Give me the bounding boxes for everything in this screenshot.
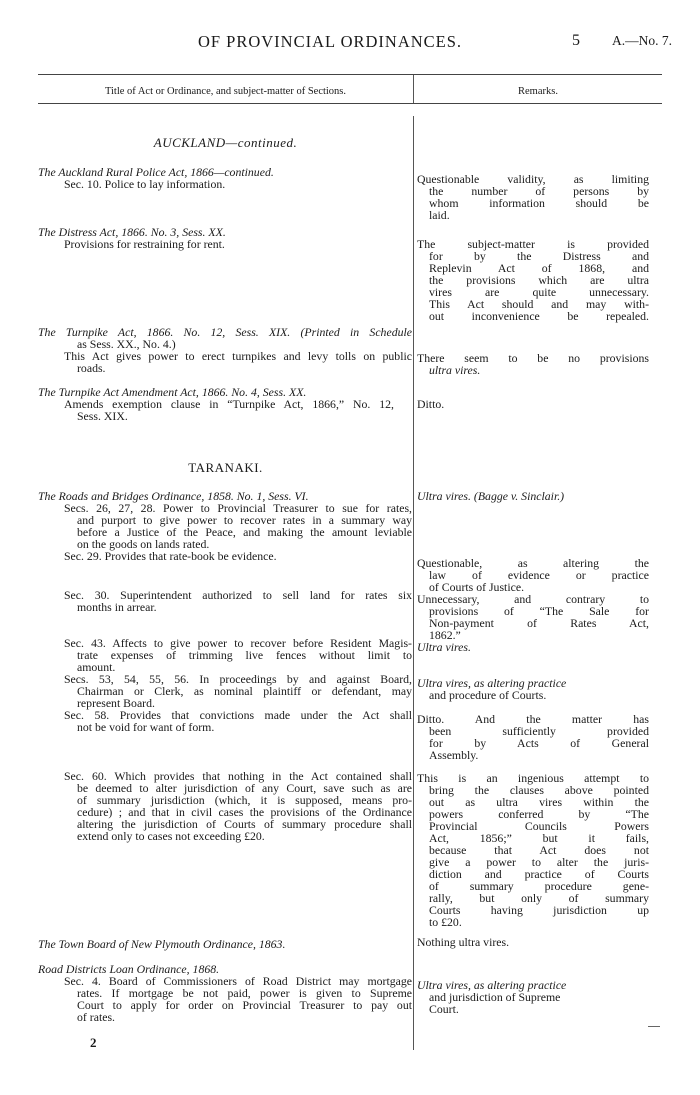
act-title: The Town Board of New Plymouth Ordinance, 1863.: [38, 937, 286, 951]
remark-text: because that Act does not: [429, 843, 649, 857]
section-text: months in arrear.: [77, 600, 157, 614]
section-text: amount.: [77, 660, 116, 674]
end-mark: [648, 1026, 660, 1027]
remark-text: Ditto.: [417, 397, 445, 411]
remark-text: been sufficiently provided: [429, 724, 649, 738]
section-text: This Act gives power to erect turnpikes and levy tolls on public: [64, 349, 412, 363]
section-text: Secs. 53, 54, 55, 56. In proceedings by and against Board,: [64, 672, 412, 686]
remark-text: of Courts of Justice.: [429, 580, 525, 594]
remark-text: for by the Distress and: [429, 249, 649, 263]
section-text: of summary jurisdiction (which, it is supposed, means pro-: [77, 793, 412, 807]
remark-text: out inconvenience be repealed.: [429, 309, 649, 323]
section-text: cedure) ; and that in civil cases the provisions of the Ordinance: [77, 805, 412, 819]
remark-text: and procedure of Courts.: [429, 688, 547, 702]
section-text: Sec. 60. Which provides that nothing in the Act contained shall: [64, 769, 412, 783]
remark-text: Nothing ultra vires.: [417, 935, 510, 949]
column-header-remarks: Remarks.: [518, 86, 558, 97]
remark-text: of summary procedure gene-: [429, 879, 649, 893]
section-text: Amends exemption clause in “Turnpike Act, 1866,” No. 12,: [64, 397, 394, 411]
section-text: Sec. 10. Police to lay information.: [64, 177, 226, 191]
remark-text: Non-payment of Rates Act,: [429, 616, 649, 630]
column-header-title: Title of Act or Ordinance, and subject-matter of Sections.: [104, 86, 347, 97]
section-text: before a Justice of the Peace, and making the amount leviable: [77, 525, 412, 539]
remark-text: rally, but only of summary: [429, 891, 649, 905]
header-top-rule: [38, 74, 662, 75]
act-title: Road Districts Loan Ordinance, 1868.: [38, 962, 220, 976]
document-reference: A.—No. 7.: [612, 33, 672, 48]
remark-text: give a power to alter the juris-: [429, 855, 649, 869]
section-text: Chairman or Clerk, as nominal plaintiff or defendant, may: [77, 684, 412, 698]
section-text: Sec. 29. Provides that rate-book be evidence.: [64, 549, 277, 563]
act-title: The Roads and Bridges Ordinance, 1858. No. 1, Sess. VI.: [38, 489, 309, 503]
section-text: Sess. XIX.: [77, 409, 128, 423]
section-text: Sec. 30. Superintendent authorized to sell land for rates six: [64, 588, 412, 602]
remark-text: Replevin Act of 1868, and: [429, 261, 649, 275]
remark-text: law of evidence or practice: [429, 568, 649, 582]
page-title: OF PROVINCIAL ORDINANCES.: [197, 32, 463, 51]
section-text: roads.: [77, 361, 106, 375]
remark-text: Courts having jurisdiction up: [429, 903, 649, 917]
remark-text: whom information should be: [429, 196, 649, 210]
remark-text: Provincial Councils Powers: [429, 819, 649, 833]
remark-text: Ultra vires, as altering practice: [417, 676, 567, 690]
section-text: on the goods on lands rated.: [77, 537, 210, 551]
remark-text: for by Acts of General: [429, 736, 649, 750]
section-text: extend only to cases not exceeding £20.: [77, 829, 265, 843]
section-text: be deemed to alter jurisdiction of any Court, save such as are: [77, 781, 412, 795]
remark-text: The subject-matter is provided: [417, 237, 649, 251]
section-text: and purport to give power to recover rates in a summary way: [77, 513, 412, 527]
remark-text: vires are quite unnecessary.: [429, 285, 649, 299]
section-text: altering the jurisdiction of Courts of summary procedure shall: [77, 817, 412, 831]
remark-text: Ultra vires.: [417, 640, 471, 654]
remark-text: Court.: [429, 1002, 459, 1016]
signature-mark: 2: [90, 1035, 97, 1050]
remark-text: Act, 1856;” but it fails,: [429, 831, 649, 845]
remark-text: bring the clauses above pointed: [429, 783, 649, 797]
remark-text: to £20.: [429, 915, 462, 929]
act-title: The Auckland Rural Police Act, 1866—continued.: [38, 165, 274, 179]
section-text: Secs. 26, 27, 28. Power to Provincial Treasurer to sue for rates,: [64, 501, 412, 515]
section-text: represent Board.: [77, 696, 155, 710]
section-text: trate expenses of trimming live fences without limit to: [77, 648, 412, 662]
remark-text: Ultra vires, as altering practice: [417, 978, 567, 992]
remark-text: and jurisdiction of Supreme: [429, 990, 561, 1004]
section-text: Sec. 43. Affects to give power to recover before Resident Magis-: [64, 636, 412, 650]
remark-text: Assembly.: [429, 748, 479, 762]
remark-text: powers conferred by “The: [429, 807, 649, 821]
section-text: Provisions for restraining for rent.: [64, 237, 225, 251]
header-bottom-rule: [38, 103, 662, 104]
act-title: The Turnpike Act Amendment Act, 1866. No. 4, Sess. XX.: [38, 385, 307, 399]
remark-text: Ultra vires. (Bagge v. Sinclair.): [417, 489, 565, 503]
remark-text: This is an ingenious attempt to: [417, 771, 649, 785]
remark-text: Questionable, as altering the: [417, 556, 649, 570]
column-divider-header: [413, 75, 414, 103]
remark-text: Questionable validity, as limiting: [417, 172, 649, 186]
remark-text: Ditto. And the matter has: [417, 712, 649, 726]
remark-text: This Act should and may with-: [429, 297, 649, 311]
section-heading-auckland: AUCKLAND—continued.: [153, 135, 298, 150]
section-text: Sec. 4. Board of Commissioners of Road District may mortgage: [64, 974, 412, 988]
remark-text: the provisions which are ultra: [429, 273, 649, 287]
section-text: rates. If mortgage be not paid, power is given to Supreme: [77, 986, 412, 1000]
remark-text: Unnecessary, and contrary to: [417, 592, 649, 606]
act-title-cont: as Sess. XX., No. 4.): [77, 337, 176, 351]
remark-text: ultra vires.: [429, 363, 481, 377]
section-text: of rates.: [77, 1010, 115, 1024]
section-heading-taranaki: TARANAKI.: [188, 460, 263, 475]
section-text: not be void for want of form.: [77, 720, 215, 734]
remark-text: laid.: [429, 208, 450, 222]
page-number: 5: [572, 32, 580, 49]
section-text: Court to apply for order on Provincial Treasurer to pay out: [77, 998, 412, 1012]
remark-text: There seem to be no provisions: [417, 351, 649, 365]
remark-text: out as ultra vires within the: [429, 795, 649, 809]
remark-text: 1862.”: [429, 628, 461, 642]
act-title: The Distress Act, 1866. No. 3, Sess. XX.: [38, 225, 226, 239]
remark-text: diction and practice of Courts: [429, 867, 649, 881]
act-title: The Turnpike Act, 1866. No. 12, Sess. XIX. (Printed in Schedule: [38, 325, 412, 339]
column-divider: [413, 116, 414, 1050]
remark-text: provisions of “The Sale for: [429, 604, 649, 618]
section-text: Sec. 58. Provides that convictions made under the Act shall: [64, 708, 412, 722]
remark-text: the number of persons by: [429, 184, 649, 198]
